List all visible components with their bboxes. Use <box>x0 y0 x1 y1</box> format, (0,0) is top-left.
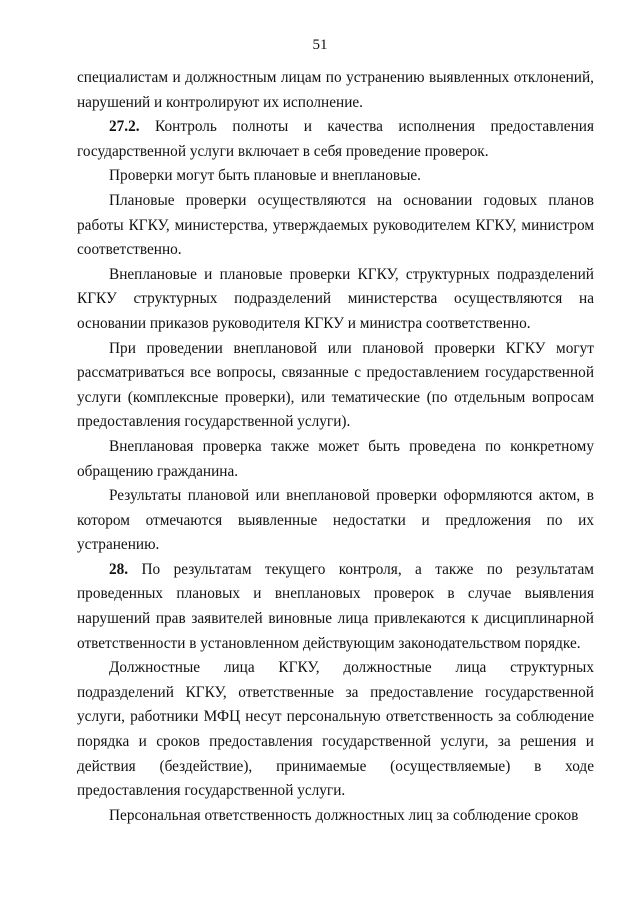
paragraph-text: Проверки могут быть плановые и внеплановые. <box>109 167 421 185</box>
paragraph <box>77 164 594 189</box>
paragraph <box>77 263 594 337</box>
paragraph-text: Результаты плановой или внеплановой проверки оформляются актом, в котором отмечаются выявленные недостатки и предложения по их устранению. <box>77 487 594 554</box>
paragraph-text: Внеплановые и плановые проверки КГКУ, структурных подразделений КГКУ структурных подразделений министерства осуществляются на основании приказов руководителя КГКУ и министра соответственно. <box>77 265 594 332</box>
page-number: 51 <box>312 37 328 53</box>
paragraph-text: Должностные лица КГКУ, должностные лица структурных подразделений КГКУ, ответственные за предоставление государственной услуги, работники МФЦ несут персональную ответственность за соблюдение порядка и сроков предоставления государственной услуги, за решения и действия (бездействие), принимаемые (осуществляемые) в ходе предоставления государственной услуги. <box>77 659 594 800</box>
paragraph-text: Внеплановая проверка также может быть проведена по конкретному обращению гражданина. <box>77 437 594 480</box>
paragraph-number: 27.2. <box>109 118 140 136</box>
paragraph <box>77 435 594 484</box>
paragraph-text: специалистам и должностным лицам по устранению выявленных отклонений, нарушений и контролируют их исполнение. <box>77 69 594 111</box>
paragraph-text: Плановые проверки осуществляются на основании годовых планов работы КГКУ, министерства, утверждаемых руководителем КГКУ, министром соответственно. <box>77 191 594 259</box>
paragraph-27-2 <box>77 115 594 164</box>
paragraph <box>77 337 594 435</box>
paragraph <box>77 189 594 263</box>
paragraph-text: При проведении внеплановой или плановой проверки КГКУ могут рассматриваться все вопросы, связанные с предоставлением государственной услуги (комплексные проверки), или тематические (по отдельным вопросам предоставления государственной услуги). <box>77 339 594 431</box>
paragraph-text: По результатам текущего контроля, а также по результатам проведенных плановых и внеплановых проверок в случае выявления нарушений прав заявителей виновные лица привлекаются к дисциплинарной ответственности в установленном действующим законодательством порядке. <box>77 560 594 652</box>
paragraph <box>77 484 594 558</box>
paragraph <box>77 804 594 829</box>
paragraph-number: 28. <box>109 560 129 578</box>
document-body <box>77 66 594 828</box>
paragraph <box>77 656 594 804</box>
paragraph-text: Персональная ответственность должностных лиц за соблюдение сроков <box>109 806 579 824</box>
paragraph-text: Контроль полноты и качества исполнения предоставления государственной услуги включает в себя проведение проверок. <box>77 118 594 160</box>
paragraph-continuation <box>77 66 594 115</box>
paragraph-28 <box>77 558 594 656</box>
